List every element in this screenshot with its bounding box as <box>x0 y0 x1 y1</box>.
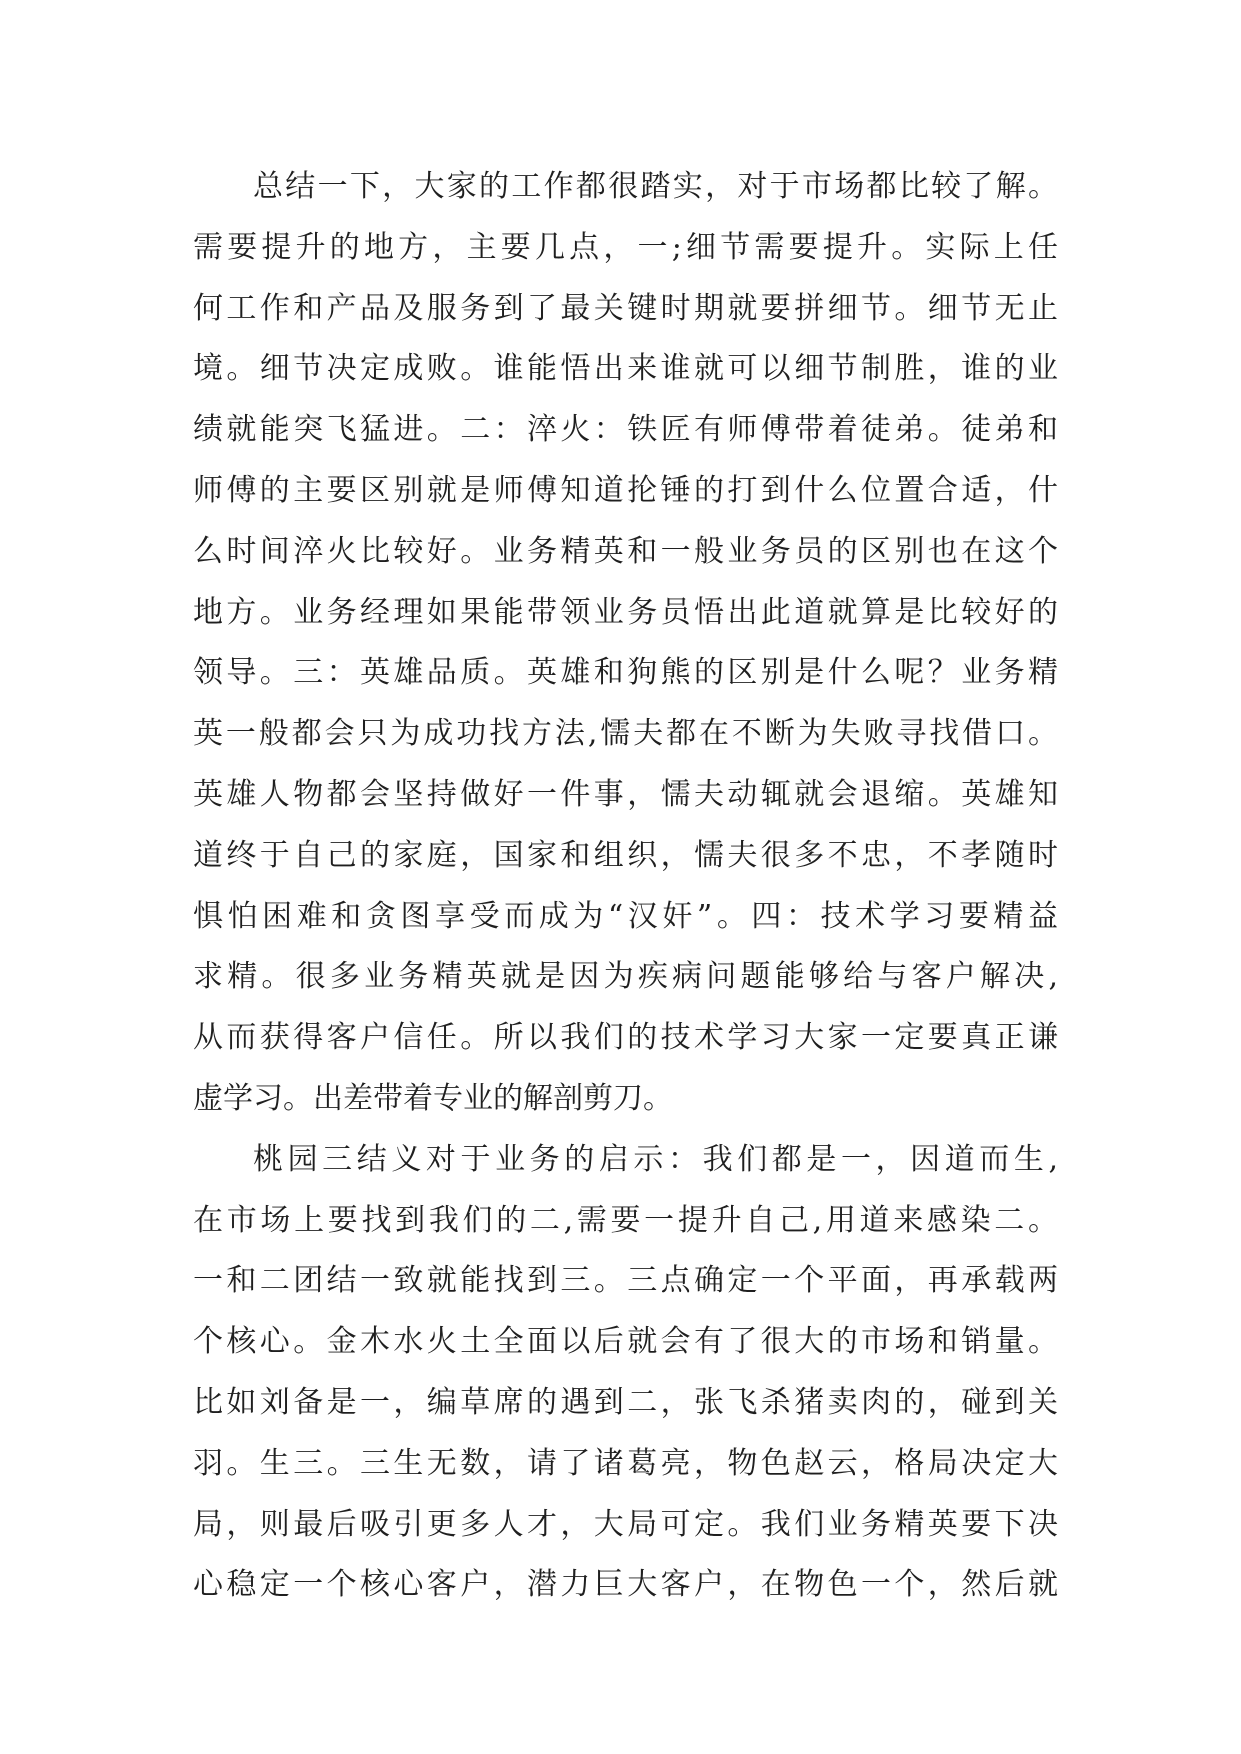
text-line: 么时间淬火比较好。业务精英和一般业务员的区别也在这个 <box>193 533 1058 569</box>
text-line: 绩就能突飞猛进。二：淬火：铁匠有师傅带着徒弟。徒弟和 <box>193 412 1058 448</box>
paragraph-1 <box>193 157 1058 1130</box>
text-line: 个核心。金木水火土全面以后就会有了很大的市场和销量。 <box>193 1324 1058 1360</box>
text-line: 局，则最后吸引更多人才，大局可定。我们业务精英要下决 <box>193 1506 1058 1542</box>
text-line: 从而获得客户信任。所以我们的技术学习大家一定要真正谦 <box>193 1020 1058 1056</box>
text-line: 羽。生三。三生无数，请了诸葛亮，物色赵云，格局决定大 <box>193 1445 1058 1481</box>
text-line: 惧怕困难和贪图享受而成为“汉奸”。四：技术学习要精益 <box>193 898 1058 934</box>
text-line: 英雄人物都会坚持做好一件事，懦夫动辄就会退缩。英雄知 <box>193 776 1058 812</box>
text-line: 地方。业务经理如果能带领业务员悟出此道就算是比较好的 <box>193 594 1058 630</box>
text-line: 道终于自己的家庭，国家和组织，懦夫很多不忠，不孝随时 <box>193 837 1058 873</box>
paragraph-2 <box>193 1130 1058 1616</box>
text-line: 虚学习。出差带着专业的解剖剪刀。 <box>193 1080 673 1116</box>
text-line: 桃园三结义对于业务的启示：我们都是一，因道而生, <box>253 1141 1058 1177</box>
text-line: 需要提升的地方，主要几点，一;细节需要提升。实际上任 <box>193 229 1058 265</box>
text-line: 心稳定一个核心客户，潜力巨大客户，在物色一个，然后就 <box>193 1567 1058 1603</box>
text-line: 何工作和产品及服务到了最关键时期就要拼细节。细节无止 <box>193 290 1058 326</box>
text-line: 比如刘备是一，编草席的遇到二，张飞杀猪卖肉的，碰到关 <box>193 1384 1058 1420</box>
text-line: 一和二团结一致就能找到三。三点确定一个平面，再承载两 <box>193 1263 1058 1299</box>
text-line: 英一般都会只为成功找方法,懦夫都在不断为失败寻找借口。 <box>193 716 1058 752</box>
text-line: 境。细节决定成败。谁能悟出来谁就可以细节制胜，谁的业 <box>193 351 1058 387</box>
text-line: 总结一下，大家的工作都很踏实，对于市场都比较了解。 <box>253 169 1058 204</box>
text-line: 求精。很多业务精英就是因为疾病问题能够给与客户解决, <box>193 959 1058 995</box>
text-line: 领导。三：英雄品质。英雄和狗熊的区别是什么呢？业务精 <box>193 655 1058 691</box>
text-line: 师傅的主要区别就是师傅知道抡锤的打到什么位置合适，什 <box>193 472 1058 508</box>
body-text <box>193 157 1058 1616</box>
text-line: 在市场上要找到我们的二,需要一提升自己,用道来感染二。 <box>193 1202 1058 1238</box>
